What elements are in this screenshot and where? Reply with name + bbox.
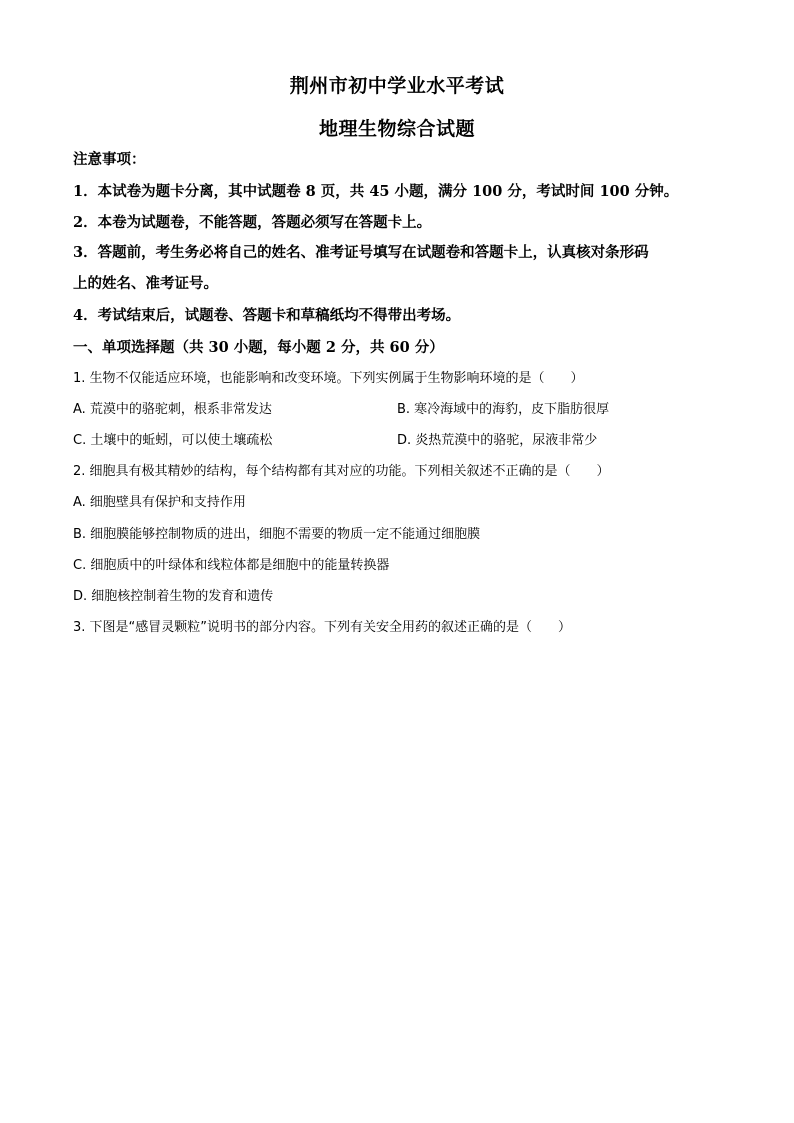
question-2-stem: 2. 细胞具有极其精妙的结构，每个结构都有其对应的功能。下列相关叙述不正确的是（ ）	[73, 464, 610, 479]
question-3-stem: 3. 下图是“感冒灵颗粒”说明书的部分内容。下列有关安全用药的叙述正确的是（ ）	[73, 620, 572, 635]
question-2-option-a: A. 细胞壁具有保护和支持作用	[73, 495, 246, 510]
question-1-stem: 1. 生物不仅能适应环境，也能影响和改变环境。下列实例属于生物影响环境的是（ ）	[73, 371, 584, 386]
question-1-option-d: D. 炎热荒漠中的骆驼，尿液非常少	[397, 433, 598, 448]
question-1-option-c: C. 土壤中的蚯蚓，可以使土壤疏松	[73, 433, 273, 448]
page-title: 荆州市初中学业水平考试	[289, 75, 505, 97]
notice-item-1: 1．本试卷为题卡分离，其中试题卷 8 页，共 45 小题，满分 100 分，考试时间 100 分钟。	[73, 183, 679, 200]
question-1-option-b: B. 寒冷海域中的海豹，皮下脂肪很厚	[397, 402, 610, 417]
question-2-option-b: B. 细胞膜能够控制物质的进出，细胞不需要的物质一定不能通过细胞膜	[73, 527, 481, 542]
notice-item-4: 4．考试结束后，试题卷、答题卡和草稿纸均不得带出考场。	[73, 307, 461, 324]
question-1-option-a: A. 荒漠中的骆驼刺，根系非常发达	[73, 402, 272, 417]
notice-heading: 注意事项：	[73, 151, 146, 168]
notice-item-2: 2．本卷为试题卷，不能答题，答题必须写在答题卡上。	[73, 214, 432, 231]
notice-item-3: 3．答题前，考生务必将自己的姓名、准考证号填写在试题卷和答题卡上，认真核对条形码	[73, 244, 649, 261]
question-2-option-c: C. 细胞质中的叶绿体和线粒体都是细胞中的能量转换器	[73, 558, 390, 573]
notice-item-3-cont: 上的姓名、准考证号。	[73, 275, 218, 292]
page-subtitle: 地理生物综合试题	[318, 118, 475, 140]
section-heading: 一、单项选择题（共 30 小题，每小题 2 分，共 60 分）	[73, 339, 444, 356]
question-2-option-d: D. 细胞核控制着生物的发育和遗传	[73, 589, 274, 604]
